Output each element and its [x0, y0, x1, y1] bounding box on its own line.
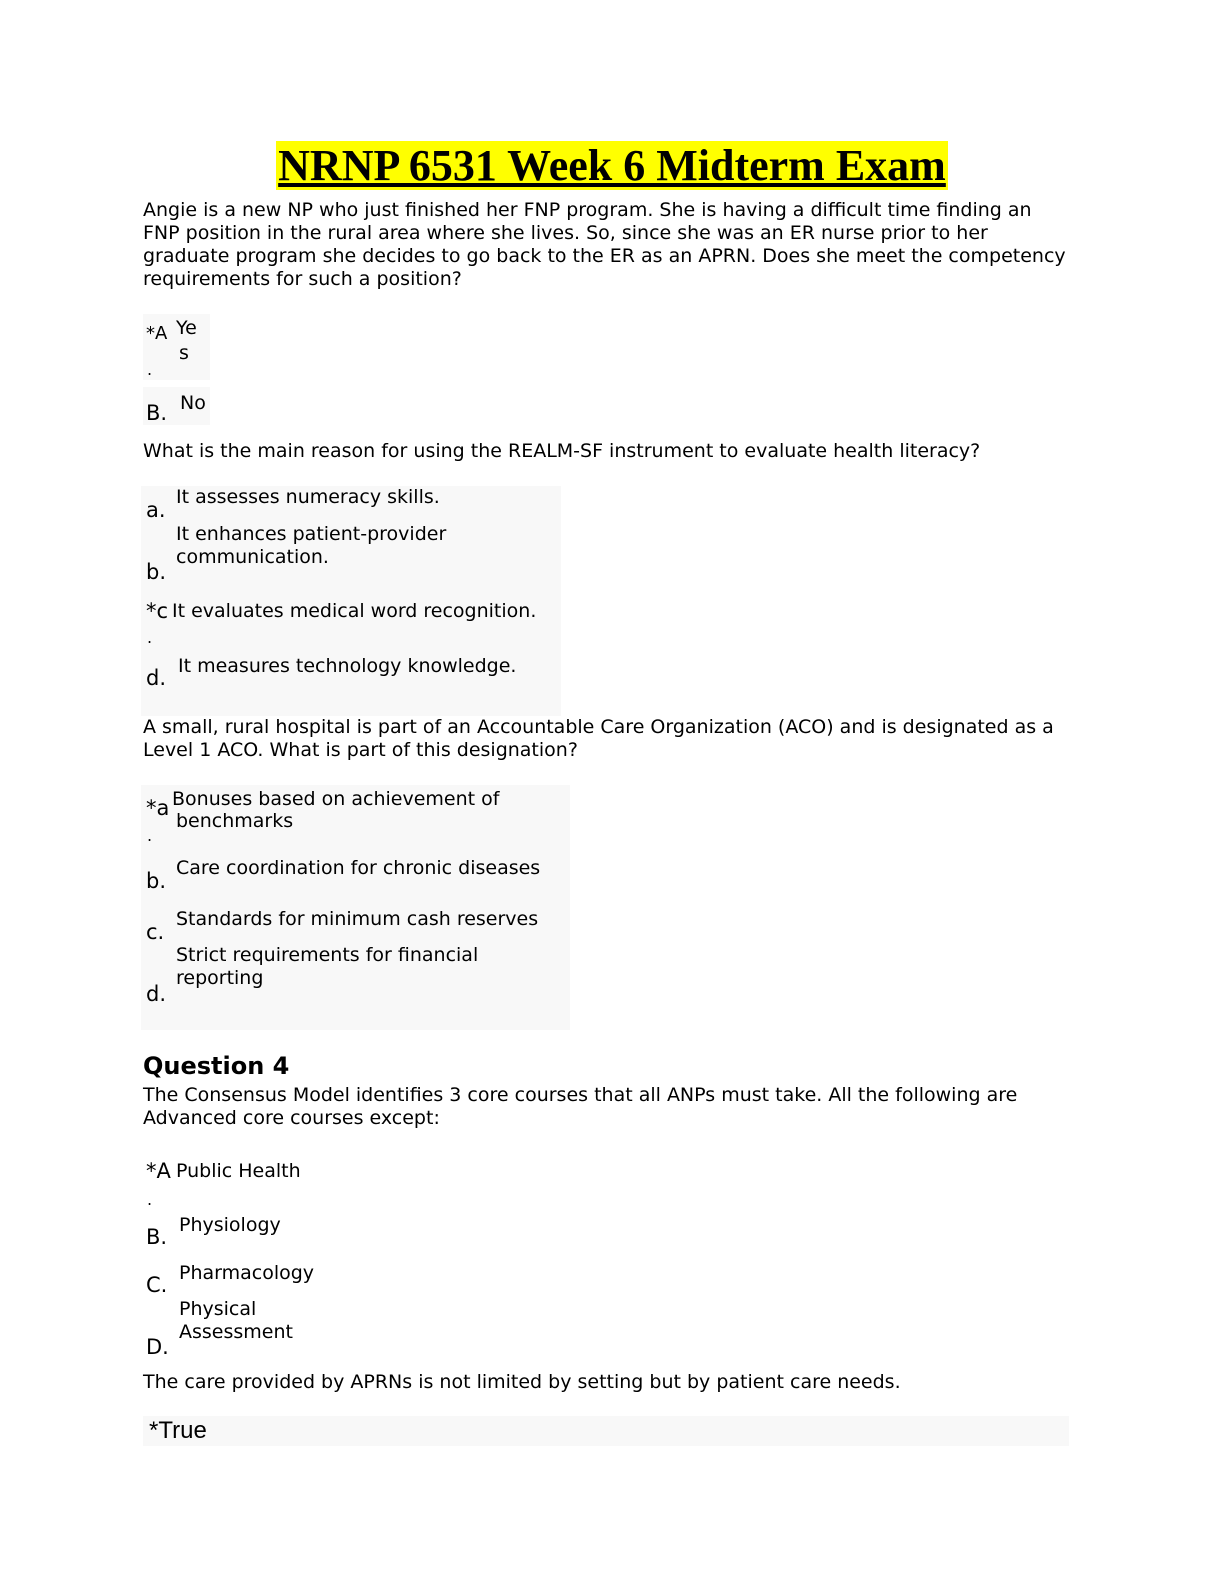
q5-answer-box — [143, 1416, 1069, 1446]
q1-option-b-label: B. — [146, 401, 168, 425]
q4-option-b-text: Physiology — [179, 1214, 281, 1236]
q1-option-a-dot: . — [147, 360, 153, 379]
q2-option-c-dot: . — [147, 628, 153, 647]
q3-option-d-label: d. — [146, 982, 167, 1006]
q2-option-a-label: a. — [146, 498, 166, 522]
question-4-heading: Question 4 — [143, 1052, 290, 1080]
exam-title: NRNP 6531 Week 6 Midterm Exam — [278, 141, 946, 190]
question-5-text: The care provided by APRNs is not limited by setting but by patient care needs. — [143, 1371, 901, 1393]
q1-option-a-label: *A — [146, 323, 168, 344]
q4-option-a-label: *A — [146, 1159, 171, 1183]
q2-option-d-text: It measures technology knowledge. — [178, 655, 517, 677]
q2-option-b-label: b. — [146, 560, 167, 584]
q3-option-a-text-2: benchmarks — [176, 810, 294, 832]
question-1-text: Angie is a new NP who just finished her FNP program. She is having a difficult time finding an FNP position in the rural area where she lives. So, since she was an ER nurse prior to her graduate program she decides to go back to the ER as an APRN. Does she meet the competency requirements for such a position? — [143, 199, 1066, 290]
q3-option-c-text: Standards for minimum cash reserves — [176, 908, 539, 930]
q3-option-a-text-1: Bonuses based on achievement of — [172, 788, 500, 810]
q3-option-b-label: b. — [146, 869, 167, 893]
q3-option-d-text: Strict requirements for financial reporting — [176, 944, 479, 989]
q3-option-a-label: *a — [146, 796, 170, 820]
q2-option-b-text: It enhances patient-provider communication. — [176, 523, 447, 568]
q3-option-a-dot: . — [147, 826, 153, 845]
exam-title-wrap — [0, 140, 1224, 191]
q3-option-b-text: Care coordination for chronic diseases — [176, 857, 541, 879]
question-4-text: The Consensus Model identifies 3 core courses that all ANPs must take. All the following are Advanced core courses except: — [143, 1084, 1018, 1129]
q4-option-d-label: D. — [146, 1335, 169, 1359]
q5-answer-text: *True — [149, 1417, 207, 1444]
question-3-text: A small, rural hospital is part of an Accountable Care Organization (ACO) and is designated as a Level 1 ACO. What is part of this designation? — [143, 716, 1054, 761]
q4-option-d-text: Physical Assessment — [179, 1298, 293, 1343]
q2-option-c-text: It evaluates medical word recognition. — [172, 600, 537, 622]
q4-option-b-label: B. — [146, 1225, 168, 1249]
q4-option-a-text: Public Health — [176, 1160, 301, 1182]
q1-option-a-text-2: s — [179, 342, 189, 364]
question-2-text: What is the main reason for using the REALM-SF instrument to evaluate health literacy? — [143, 440, 981, 462]
q2-option-c-label: *c — [146, 599, 169, 623]
q4-option-a-dot: . — [147, 1190, 153, 1209]
q2-option-d-label: d. — [146, 666, 167, 690]
q2-option-a-text: It assesses numeracy skills. — [176, 486, 440, 508]
q4-option-c-label: C. — [146, 1273, 168, 1297]
q1-option-b-text: No — [180, 392, 206, 414]
q3-option-c-label: c. — [146, 920, 165, 944]
q4-option-c-text: Pharmacology — [179, 1262, 315, 1284]
q1-option-a-text-1: Ye — [176, 317, 197, 339]
